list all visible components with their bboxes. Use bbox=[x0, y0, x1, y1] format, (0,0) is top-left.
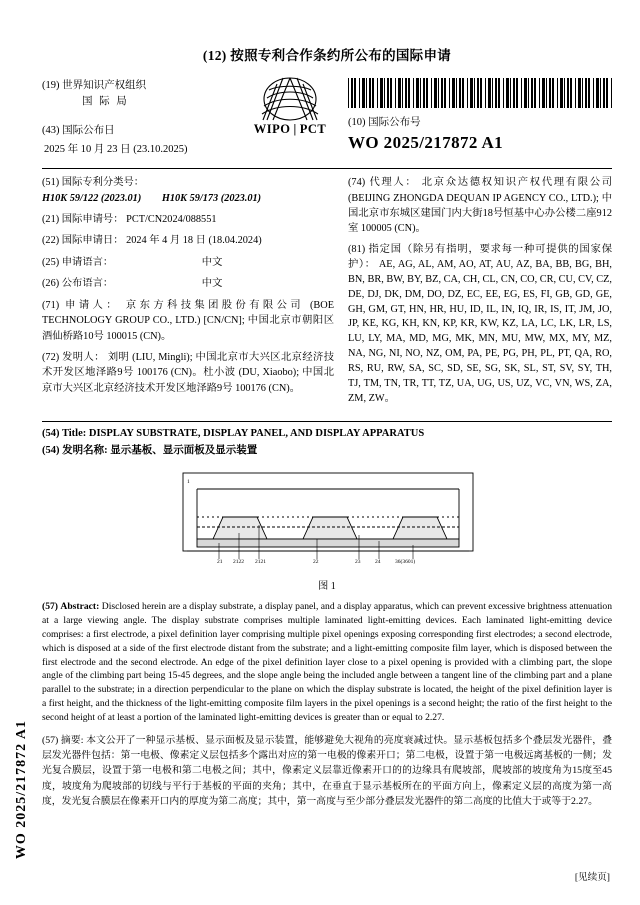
abstract-en bbox=[42, 600, 612, 725]
continuation-note: [见续页] bbox=[574, 872, 610, 883]
field-applicant-label: 申请人： bbox=[65, 299, 120, 311]
side-publication-number: WO 2025/217872 A1 bbox=[14, 719, 29, 859]
svg-text:23: 23 bbox=[355, 558, 361, 565]
page-title: (12) 按照专利合作条约所公布的国际申请 bbox=[202, 48, 452, 63]
wipo-divider: | bbox=[293, 122, 297, 136]
field-filing-date bbox=[42, 233, 334, 248]
publication-date-value: 2025 年 10 月 23 日 (23.10.2025) bbox=[44, 143, 188, 155]
abstract-cn-num: (57) bbox=[42, 735, 59, 747]
wipo-org-line: (19) 世界知识产权组织 bbox=[42, 80, 147, 91]
field-filing-language bbox=[42, 255, 334, 270]
title-cn-label: 发明名称: bbox=[62, 444, 108, 456]
field-pub-lang-num: (26) bbox=[42, 278, 60, 290]
abstract-cn bbox=[42, 733, 612, 809]
field-inventors-value: 刘明 (LIU, Mingli); 中国北京市大兴区北京经济技术开发区地泽路9号 100176 (CN)。杜小波 (DU, Xiaobo); 中国北京市大兴区北京经济技术开发区地泽路9号 100176 (CN)。 bbox=[42, 352, 335, 394]
pct-label: PCT bbox=[299, 122, 327, 136]
figure-caption: 图 1 bbox=[318, 580, 336, 592]
field-inventors bbox=[42, 350, 334, 396]
title-en-label: Title: bbox=[61, 427, 87, 439]
bibliographic-columns bbox=[42, 175, 612, 413]
svg-text:22: 22 bbox=[313, 558, 319, 565]
field-filing-date-num: (22) bbox=[42, 235, 60, 247]
field-inventors-label: 发明人： bbox=[62, 352, 105, 363]
header-left-block bbox=[42, 78, 238, 158]
title-en-text: DISPLAY SUBSTRATE, DISPLAY PANEL, AND DISPLAY APPARATUS bbox=[88, 427, 425, 439]
field-filing-lang-label: 申请语言： bbox=[61, 256, 114, 268]
biblio-right-column bbox=[342, 175, 612, 413]
field-agent-num: (74) bbox=[348, 177, 366, 189]
field-designated-value: AE, AG, AL, AM, AO, AT, AU, AZ, BA, BB, BG, BH, BN, BR, BW, BY, BZ, CA, CH, CL, CN, CO, CR, CU, CV, CZ, DE, DJ, DK, DM, DO, DZ, EC, EE, EG, ES, FI, GB, GD, GE, GH, GM, GT, HN, HR, HU, ID, IL, IN, IQ, IR, IS, IT, JM, JO, JP, KE, KG, KH, KN, KP, KR, KW, KZ, LA, LC, LK, LR, LS, LU, LY, MA, MD, MG, MK, MN, MU, MW, MX, MY, MZ, NA, NG, NI, NO, NZ, OM, PA, PE, PG, PH, PL, PT, QA, RO, RS, RU, RW, SA, SC, SD, SE, SG, SK, SL, ST, SV, SY, TH, TJ, TM, TN, TR, TT, TZ, UA, UG, US, UZ, VC, VN, WS, ZA, ZM, ZW。 bbox=[348, 258, 612, 405]
abstract-cn-text: 本文公开了一种显示基板、显示面板及显示装置，能够避免大视角的亮度衰减过快。显示基板包括多个叠层发光器件，叠层发光器件包括：第一电极、像素定义层包括多个露出对应的第一电极的像素开口；第二电极，设置于第一电极远离基板的一侧；发光复合膜层，设置于第一电极和第二电极之间；其中，像素定义层靠近像素开口的的边缘具有爬坡部，爬坡部的坡度角为15度至45度，坡度角为爬坡部的切线与平行于基板的平面的夹角；其中，在垂直于显示基板所在的平面方向上，像素定义层的高度为第一高度，发光复合膜层在像素开口内的厚度为第二高度；其中，第一高度与至少部分叠层发光器件的第二高度的比值大于或等于2.27。 bbox=[42, 735, 612, 807]
abstract-cn-label: 摘要: bbox=[60, 735, 84, 747]
field-app-num-num: (21) bbox=[42, 213, 60, 225]
title-cn-text: 显示基板、显示面板及显示装置 bbox=[110, 444, 258, 456]
field-designated-label: 指定国（除另有指明，要求每一种可提供的国家保护）： bbox=[348, 243, 613, 270]
field-ipc-value: H10K 59/122 (2023.01) H10K 59/173 (2023.01) bbox=[42, 192, 262, 204]
biblio-left-column bbox=[42, 175, 342, 413]
field-applicant-value: 京东方科技集团股份有限公司 (BOE TECHNOLOGY GROUP CO., LTD.) [CN/CN]; 中国北京市朝阳区酒仙桥路10号 100015 (CN)。 bbox=[42, 299, 334, 342]
wipo-globe-icon bbox=[253, 76, 327, 120]
svg-text:21: 21 bbox=[217, 558, 223, 565]
wipo-logo-block bbox=[238, 76, 342, 137]
international-bureau-line: 国 际 局 bbox=[82, 96, 129, 108]
publication-date-label: (43) 国际公布日 bbox=[42, 124, 115, 136]
svg-text:2121: 2121 bbox=[255, 558, 266, 565]
publication-number-label: (10) 国际公布号 bbox=[348, 117, 421, 128]
field-designated-states bbox=[348, 243, 612, 407]
field-app-num-value: PCT/CN2024/088551 bbox=[126, 213, 217, 225]
svg-text:24: 24 bbox=[375, 558, 381, 565]
title-cn-num: (54) bbox=[42, 444, 60, 456]
field-agent-value: 北京众达德权知识产权代理有限公司 (BEIJING ZHONGDA DEQUAN IP AGENCY CO., LTD.); 中国北京市东城区建国门内大街18号恒基中心办公楼二座912室 100005 (CN)。 bbox=[348, 177, 613, 235]
field-agent bbox=[348, 175, 612, 237]
field-pub-lang-value: 中文 bbox=[201, 278, 223, 290]
field-application-number bbox=[42, 212, 334, 227]
svg-text:2122: 2122 bbox=[233, 558, 244, 565]
abstract-en-num: (57) bbox=[42, 600, 58, 612]
field-filing-lang-value: 中文 bbox=[201, 256, 223, 268]
field-ipc-label: 国际专利分类号： bbox=[61, 177, 145, 189]
field-filing-date-value: 2024 年 4 月 18 日 (18.04.2024) bbox=[126, 235, 262, 247]
field-designated-num: (81) bbox=[348, 243, 366, 255]
header-divider bbox=[42, 168, 612, 169]
barcode bbox=[348, 78, 612, 108]
wipo-label: WIPO bbox=[253, 122, 291, 136]
svg-text:36(3601): 36(3601) bbox=[395, 558, 416, 565]
field-pub-lang-label: 公布语言： bbox=[61, 278, 114, 290]
svg-text:1: 1 bbox=[187, 478, 190, 485]
field-ipc-num: (51) bbox=[42, 177, 60, 189]
title-cn-row bbox=[42, 442, 612, 457]
invention-title-block bbox=[42, 421, 612, 457]
field-applicant-num: (71) bbox=[42, 299, 60, 311]
field-publication-language bbox=[42, 276, 334, 291]
abstract-en-label: Abstract: bbox=[60, 600, 100, 612]
wipo-wordmark bbox=[238, 122, 342, 137]
title-en-num: (54) bbox=[42, 427, 60, 439]
field-ipc bbox=[42, 175, 334, 206]
field-applicant bbox=[42, 298, 334, 344]
field-inventors-num: (72) bbox=[42, 352, 60, 363]
field-agent-label: 代理人： bbox=[369, 177, 418, 189]
document-header bbox=[42, 78, 612, 158]
publication-number-value: WO 2025/217872 A1 bbox=[348, 133, 504, 152]
header-right-block bbox=[342, 78, 612, 153]
field-filing-date-label: 国际申请日： bbox=[61, 235, 124, 247]
abstract-en-text: Disclosed herein are a display substrate, a display panel, and a display apparatus, which can prevent excessive brightness attenuation at a large viewing angle. The display substrate comprises multiple laminated light-emitting devices. Each laminated light-emitting device comprises: a first electrode, a pixel definition layer comprising multiple pixel openings exposing corresponding first electrodes; a second electrode, which is disposed at a side of the first electrode distant from the substrate; and a light-emitting composite film layer, which is disposed between the first electrode and the second electrode. An edge of the pixel definition layer close to a pixel opening is provided with a climbing part, the slope angle of the climbing part being 15-45 degrees, and the slope angle being the included angle between a tangent line of the climbing part and a plane parallel to the substrate; in a direction perpendicular to the plane on which the display substrate is located, the height of the pixel definition layer is a first height, and the thickness of the light-emitting composite film layers in the pixel openings is a second height; the ratio of the first height to the second height of at least a portion of the laminated light-emitting devices is greater than or equal to 2.27. bbox=[42, 600, 612, 724]
figure-1-drawing bbox=[127, 467, 527, 575]
field-filing-lang-num: (25) bbox=[42, 256, 60, 268]
field-app-num-label: 国际申请号： bbox=[61, 213, 124, 225]
title-en-row bbox=[42, 428, 612, 439]
